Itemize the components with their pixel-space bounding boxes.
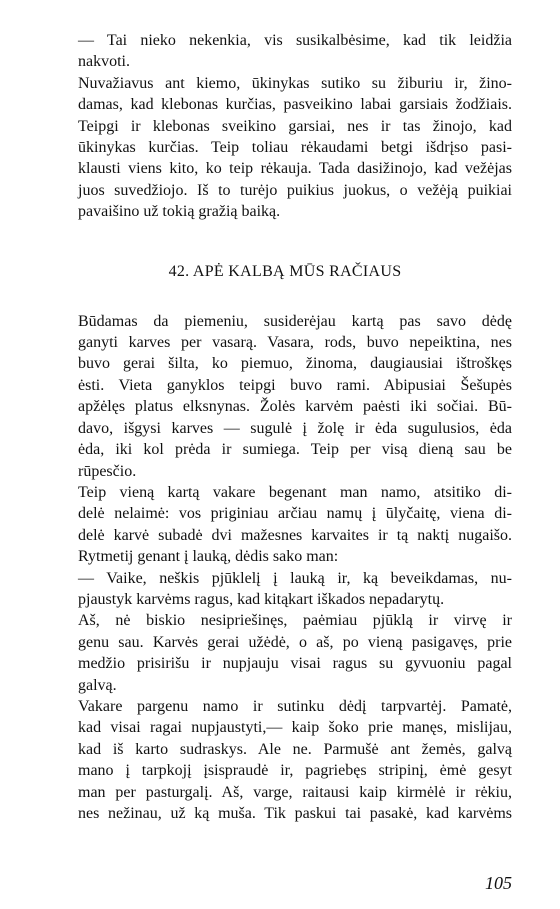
- text-block-after: [58, 311, 512, 825]
- text-line: Aš, nė biskio nesipriešinęs, paėmiau pjūklą ir virvę ir: [78, 612, 512, 630]
- text-line: rūpesčio.: [78, 462, 137, 480]
- text-line: ėda, iki kol prėda ir sumiega. Teip per visą dieną sau be: [78, 441, 512, 459]
- text-line: pavaišino už tokią gražią baiką.: [78, 203, 281, 221]
- text-line: mano į tarpkojį įsispraudė ir, pagriebęs stripinį, ėmė gesyt: [78, 762, 512, 780]
- text-line: damas, kad klebonas kurčias, pasveikino labai garsiais žodžiais.: [78, 96, 512, 114]
- text-line: buvo gerai šilta, ko piemuo, žinoma, daugiausiai ištroškęs: [78, 355, 512, 373]
- paragraph: [58, 30, 512, 73]
- text-line: delė karvė subadė dvi mažesnes karvaites ir tą naktį nugaišo.: [78, 526, 512, 544]
- paragraph: [58, 568, 512, 611]
- text-line: pjaustyk karvėms ragus, kad kitąkart iškados nepadarytų.: [78, 590, 445, 608]
- text-line: klausti viens kito, ko teip rėkauja. Tada dasižinojo, kad vežėjas: [78, 160, 512, 178]
- text-line: delė nelaimė: vos priginiau arčiau namų į ūlyčaitę, viena di-: [78, 505, 512, 523]
- text-line: Rytmetij genant į lauką, dėdis sako man:: [78, 548, 339, 566]
- text-line: Teip vieną kartą vakare begenant man namo, atsitiko di-: [78, 483, 512, 501]
- text-line: man per pasturgalį. Aš, varge, raitausi kaip kirmėlė ir rėkiu,: [78, 783, 512, 801]
- paragraph: [58, 482, 512, 568]
- text-line: juos suvedžiojo. Iš to turėjo puikius juokus, o vežėją puikiai: [78, 181, 512, 199]
- paragraph: [58, 73, 512, 223]
- text-line: — Vaike, neškis pjūklelį į lauką ir, ką beveikdamas, nu-: [78, 569, 512, 587]
- text-line: medžio prisirišu ir nupjauju visai ragus su gyvuoniu pagal: [78, 655, 512, 673]
- chapter-heading: 42. APĖ KALBĄ MŪS RAČIAUS: [168, 262, 402, 280]
- text-line: davo, išgysi karves — sugulė į žolę ir ėda sugulusios, ėda: [78, 419, 512, 437]
- text-line: Teipgi ir klebonas sveikino garsiai, nes ir tas žinojo, kad: [78, 117, 512, 135]
- paragraph: [58, 610, 512, 696]
- text-line: galvą.: [78, 676, 117, 694]
- text-line: nes nežinau, už ką muša. Tik paskui tai pasakė, kad karvėms: [78, 805, 512, 822]
- text-line: Vakare pargenu namo ir sutinku dėdį tarpvartėj. Pamatė,: [78, 697, 512, 715]
- paragraph: [58, 696, 512, 824]
- page-number: 105: [485, 873, 512, 893]
- text-line: apžėlęs platus elksnynas. Žolės karvėm paėsti iki sočiai. Bū-: [78, 398, 512, 416]
- text-line: kad visai ragai nupjaustyti,— kaip šoko prie manęs, mislijau,: [78, 719, 512, 737]
- text-block-before: [58, 30, 512, 223]
- page-body: [58, 30, 512, 824]
- text-line: ėsti. Vieta ganyklos teipgi buvo rami. Abipusiai Šešupės: [78, 376, 512, 394]
- text-line: ganyti karves per vasarą. Vasara, rods, buvo nepeiktina, nes: [78, 334, 512, 352]
- text-line: ūkinykas kurčias. Teip toliau rėkaudami betgi išdrįso pasi-: [78, 139, 512, 157]
- paragraph: [58, 311, 512, 482]
- text-line: kad iš karto sudraskys. Ale ne. Parmušė ant žemės, galvą: [78, 740, 512, 758]
- text-line: Nuvažiavus ant kiemo, ūkinykas sutiko su žiburiu ir, žino-: [78, 74, 512, 92]
- text-line: Būdamas da piemeniu, susiderėjau kartą pas savo dėdę: [78, 312, 512, 330]
- text-line: nakvoti.: [78, 53, 130, 71]
- text-line: genu sau. Karvės gerai užėdė, o aš, po vieną pasigavęs, prie: [78, 633, 512, 651]
- text-line: — Tai nieko nekenkia, vis susikalbėsime, kad tik leidžia: [78, 32, 512, 49]
